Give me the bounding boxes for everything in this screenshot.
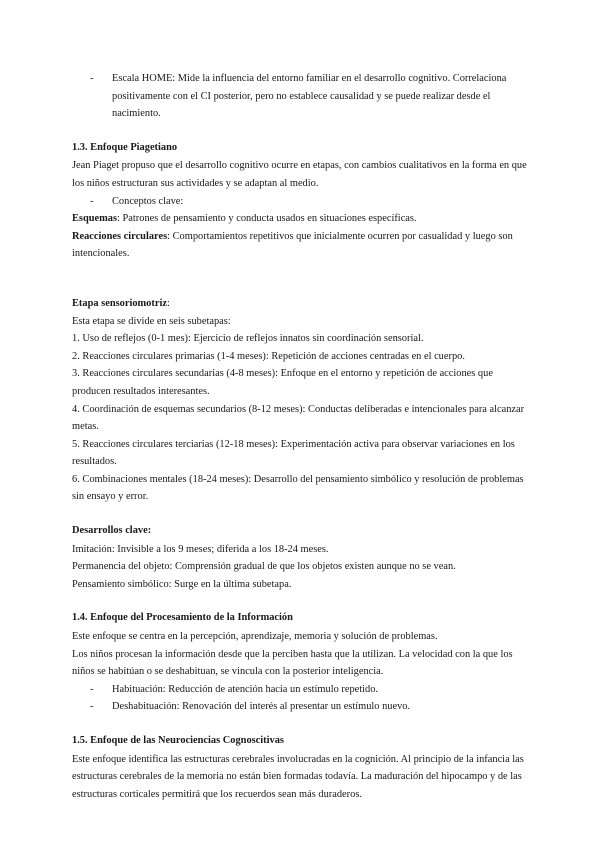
esquemas-text: : Patrones de pensamiento y conducta usados en situaciones específicas. — [117, 213, 417, 225]
sensorio-intro: Esta etapa se divide en seis subetapas: — [72, 315, 231, 327]
bullet-habituacion — [90, 681, 532, 699]
piaget-intro: Jean Piaget propuso que el desarrollo cognitivo ocurre en etapas, con cambios cualitativos en la forma en que los niños estructuran sus actividades y se adaptan al medio. — [72, 160, 527, 189]
bullet-text: Escala HOME: Mide la influencia del entorno familiar en el desarrollo cognitivo. Correlaciona positivamente con el CI posterior, pero no establece causalidad y se puede realizar desde el nacimiento. — [112, 73, 507, 120]
esquemas-label: Esquemas — [72, 213, 118, 225]
subetapa-item: 3. Reacciones circulares secundarias (4-8 meses): Enfoque en el entorno y repetición de acciones que producen resultados interesantes. — [72, 368, 493, 397]
bullet-dash: - — [90, 73, 94, 84]
subetapa-item: 2. Reacciones circulares primarias (1-4 meses): Repetición de acciones centradas en el cuerpo. — [72, 350, 465, 362]
bullet-text: Habituación: Reducción de atención hacia un estímulo repetido. — [112, 683, 379, 695]
subetapa-item: 6. Combinaciones mentales (18-24 meses): Desarrollo del pensamiento simbólico y resolución de problemas sin ensayo y error. — [72, 473, 524, 503]
reacciones-text: : Comportamientos repetitivos que inicialmente ocurren por casualidad y luego son intencionales. — [72, 230, 513, 260]
sensorio-colon: : — [166, 297, 170, 309]
subetapa-item: 4. Coordinación de esquemas secundarios (8-12 meses): Conductas deliberadas e intencionales para alcanzar metas. — [72, 403, 525, 433]
subetapa-item: 1. Uso de reflejos (0-1 mes): Ejercicio de reflejos innatos sin coordinación sensorial. — [72, 333, 424, 345]
spacer — [72, 263, 532, 295]
heading-1-3: 1.3. Enfoque Piagetiano — [72, 141, 178, 153]
desarrollo-item: Imitación: Invisible a los 9 meses; diferida a los 18-24 meses. — [72, 543, 329, 555]
sensorio-heading — [72, 295, 532, 313]
heading-1-5: 1.5. Enfoque de las Neurociencias Cognoscitivas — [72, 735, 284, 746]
bullet-dash: - — [90, 195, 94, 207]
esquemas-definition — [72, 210, 532, 228]
bullet-text: Conceptos clave: — [112, 195, 184, 207]
sensorio-label: Etapa sensoriomotriz — [72, 297, 167, 309]
bullet-conceptos-clave — [90, 193, 532, 211]
bullet-deshabituacion — [90, 698, 532, 716]
heading-1-4: 1.4. Enfoque del Procesamiento de la Información — [72, 612, 293, 624]
desarrollo-item: Pensamiento simbólico: Surge en la última subetapa. — [72, 578, 292, 590]
procesamiento-p2: Los niños procesan la información desde que la perciben hasta que la utilizan. La velocidad con la que los niños se habitúan o se deshabituan, se vincula con la posterior inteligencia. — [72, 648, 513, 678]
neurociencias-p1: Este enfoque identifica las estructuras cerebrales involucradas en la cognición. Al principio de la infancia las estructuras cerebrales de la memoria no están bien formadas todavía. La maduración del hipocampo y de las estructuras corticales permitirá que los recuerdos sean más duraderos. — [72, 753, 524, 800]
reacciones-label: Reacciones circulares — [72, 230, 168, 242]
bullet-dash: - — [90, 701, 94, 713]
procesamiento-p1: Este enfoque se centra en la percepción, aprendizaje, memoria y solución de problemas. — [72, 631, 438, 643]
desarrollo-item: Permanencia del objeto: Comprensión gradual de que los objetos existen aunque no se vean. — [72, 561, 456, 573]
desarrollos-heading: Desarrollos clave: — [72, 525, 152, 537]
document-content — [72, 70, 532, 803]
bullet-escala-home — [90, 70, 532, 123]
bullet-text: Deshabituación: Renovación del interés al presentar un estímulo nuevo. — [112, 701, 411, 713]
bullet-dash: - — [90, 683, 94, 695]
reacciones-definition — [72, 228, 532, 263]
subetapa-item: 5. Reacciones circulares terciarias (12-18 meses): Experimentación activa para observar variaciones en los resultados. — [72, 438, 515, 468]
